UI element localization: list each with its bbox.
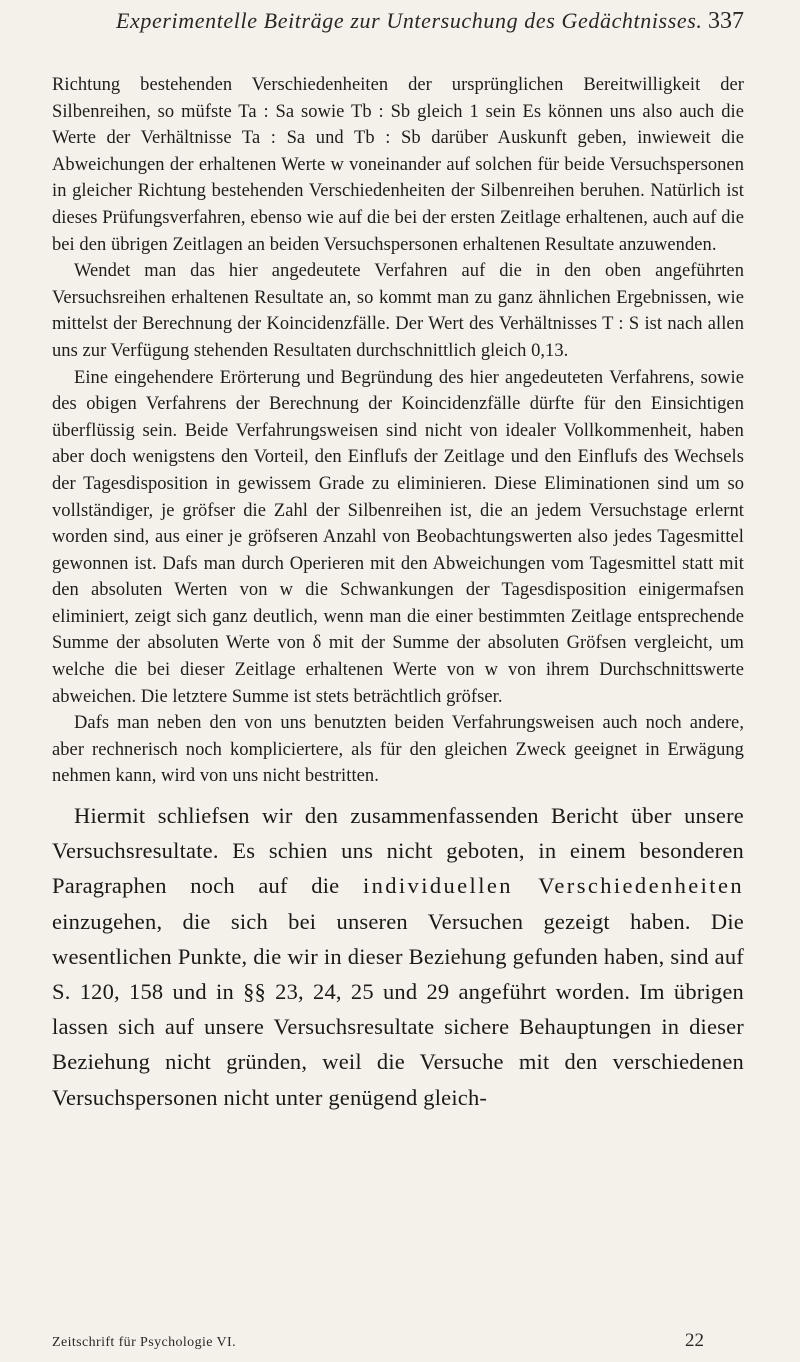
page-number: 337 bbox=[708, 8, 744, 34]
sheet-signature: 22 bbox=[685, 1330, 704, 1351]
emphasis-individual-differences: individuellen Verschiedenheiten bbox=[362, 873, 744, 899]
paragraph-continuation: Richtung bestehenden Verschiedenheiten der ursprünglichen Bereitwilligkeit der Silbenreihen, so müfste Ta : Sa sowie Tb : Sb gleich 1 sein Es können uns also auch die Werte der Verhältnisse Ta : Sa und Tb : Sb darüber Auskunft geben, inwieweit die Abweichungen der erhaltenen Werte w voneinander auf solchen für beide Versuchspersonen in gleicher Richtung bestehenden Verschiedenheiten der Silbenreihen beruhen. Natürlich ist dieses Prüfungsverfahren, ebenso wie auf die bei der ersten Zeitlage erhaltenen, auch auf die bei den übrigen Zeitlagen an beiden Versuchspersonen erhaltenen Resultate anzuwenden. bbox=[52, 75, 744, 255]
conclusion-text-end: einzugehen, die sich bei unseren Versuchen gezeigt haben. Die wesentlichen Punkte, die wir in dieser Beziehung gefunden haben, sind auf S. 120, 158 und in §§ 23, 24, 25 und 29 angeführt worden. Im übrigen lassen sich auf unsere Versuchsresultate sichere Behauptungen in dieser Beziehung nicht gründen, weil die Versuche mit den verschiedenen Versuchspersonen nicht unter genügend gleich- bbox=[52, 908, 744, 1110]
journal-footnote: Zeitschrift für Psychologie VI. bbox=[52, 1335, 236, 1350]
paragraph-alternatives: Dafs man neben den von uns benutzten beiden Verfahrungsweisen auch noch andere, aber rechnerisch noch kompliciertere, als für den gleichen Zweck geeignet in Erwägung nehmen kann, wird von uns nicht bestritten. bbox=[52, 713, 744, 787]
page-footer bbox=[52, 1330, 704, 1352]
page-header bbox=[116, 8, 744, 44]
paragraph-method: Wendet man das hier angedeutete Verfahren auf die in den oben angeführten Versuchsreihen erhaltenen Resultate an, so kommt man zu ganz ähnlichen Ergebnissen, wie mittelst der Berechnung der Koincidenzfälle. Der Wert des Verhältnisses T : S ist nach allen uns zur Verfügung stehenden Resultaten durchschnittlich gleich 0,13. bbox=[52, 261, 744, 361]
running-head: Experimentelle Beiträge zur Untersuchung des Gedächtnisses. bbox=[116, 8, 703, 33]
paragraph-discussion: Eine eingehendere Erörterung und Begründung des hier angedeuteten Verfahrens, sowie des obigen Verfahrens der Berechnung der Koincidenzfälle dürfte für den Einsichtigen überflüssig sein. Beide Verfahrungsweisen sind nicht von idealer Vollkommenheit, haben aber doch wenigstens den Vorteil, den Einflufs der Zeitlage und den Einflufs des Wechsels der Tagesdisposition in gewissem Grade zu eliminieren. Diese Eliminationen sind um so vollständiger, je gröfser die Zahl der Silbenreihen ist, die an jedem Versuchstage erlernt worden sind, aus einer je gröfseren Anzahl von Beobachtungswerten also jedes Tagesmittel gewonnen ist. Dafs man durch Operieren mit den Abweichungen vom Tagesmittel statt mit den absoluten Werten von w die Schwankungen der Tagesdisposition einigermafsen eliminiert, zeigt sich ganz deutlich, wenn man die einer bestimmten Zeitlage entsprechende Summe der absoluten Werte von δ mit der Summe der absoluten Gröfsen vergleicht, um welche die bei dieser Zeitlage erhaltenen Werte von w von ihrem Durchschnittswerte abweichen. Die letztere Summe ist stets beträchtlich gröfser. bbox=[52, 367, 744, 707]
body-text bbox=[52, 72, 744, 1115]
paragraph-conclusion bbox=[52, 798, 744, 1115]
conclusion-text-start: Hiermit schliefsen wir den zusammenfassenden Bericht über unsere Versuchsresultate. Es schien uns nicht geboten, in einem besonderen Paragraphen noch auf die bbox=[52, 803, 744, 899]
